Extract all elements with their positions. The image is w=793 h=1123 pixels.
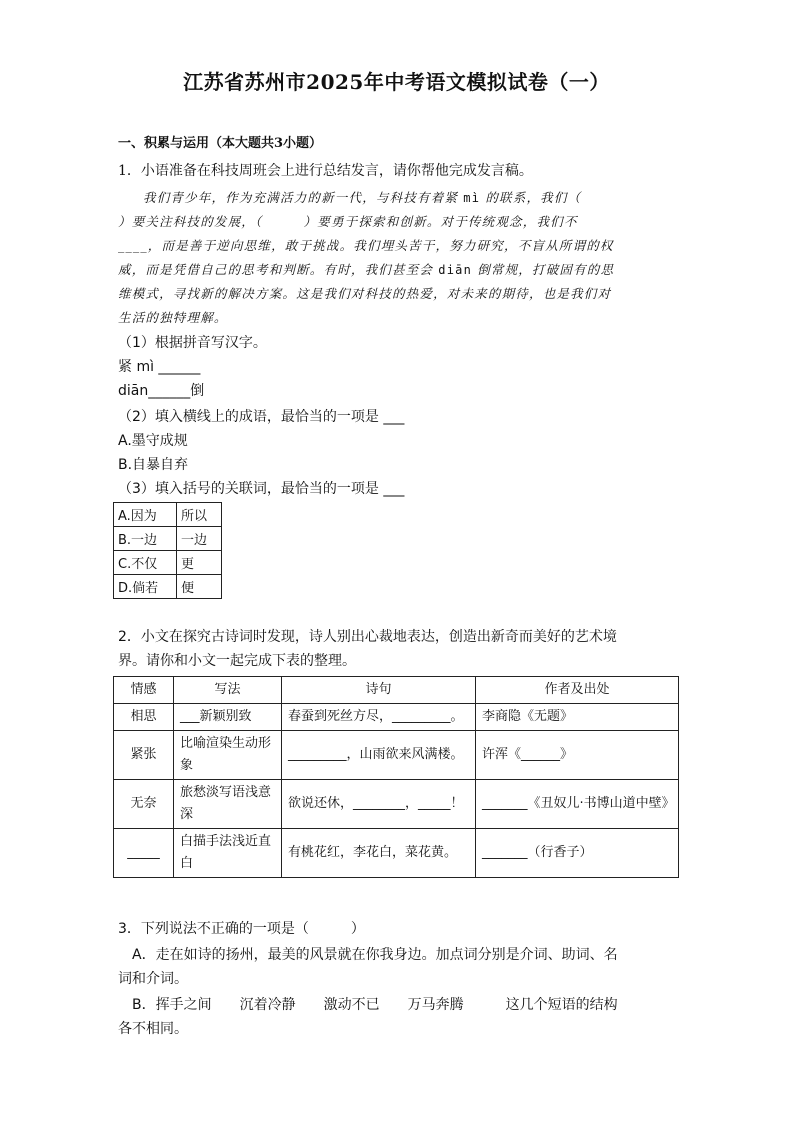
option-cell[interactable]: 所以 [177,503,222,527]
emotion-cell[interactable]: _____ [114,829,174,878]
table-row [114,780,679,829]
technique-cell: 旅愁淡写语浅意深 [174,780,282,829]
table-row[interactable] [114,503,222,527]
section-heading: 一、积累与运用（本大题共3小题） [118,136,323,151]
table-row[interactable] [114,527,222,551]
column-header: 写法 [174,677,282,704]
table-row [114,731,679,780]
source-cell[interactable]: 许浑《______》 [476,731,679,780]
table-header-row [114,677,679,704]
q1-sub2-option-b[interactable]: B.自暴自弃 [118,457,189,473]
option-cell[interactable]: C.不仅 [114,551,177,575]
q3-option-b-line1[interactable]: B．挥手之间 沉着冷静 激动不已 万马奔腾 这几个短语的结构 [132,997,618,1013]
passage-line: 生活的独特理解。 [118,310,228,325]
column-header: 作者及出处 [476,677,679,704]
page-title: 江苏省苏州市2025年中考语文模拟试卷（一） [183,70,610,94]
column-header: 情感 [114,677,174,704]
q1-sub1-answer-b[interactable]: diān______倒 [118,383,205,399]
emotion-cell: 无奈 [114,780,174,829]
pinyin-mi: mì [463,191,481,205]
technique-cell: 比喻渲染生动形象 [174,731,282,780]
q1-sub3-options-table [113,502,222,599]
q1-sub2-option-a[interactable]: A.墨守成规 [118,433,188,449]
table-row[interactable] [114,551,222,575]
passage-text: 我们青少年，作为充满活力的新一代，与科技有着紧 [143,190,459,205]
source-cell: 李商隐《无题》 [476,704,679,731]
technique-cell: 白描手法浅近直白 [174,829,282,878]
option-cell[interactable]: 一边 [177,527,222,551]
option-cell[interactable]: 便 [177,575,222,599]
option-cell[interactable]: A.因为 [114,503,177,527]
table-row[interactable] [114,575,222,599]
passage-text: 的联系，我们（ [485,190,582,205]
q3-option-b-line2[interactable]: 各不相同。 [118,1021,188,1037]
column-header: 诗句 [282,677,476,704]
q1-sub3: （3）填入括号的关联词，最恰当的一项是 ___ [118,481,405,497]
option-cell[interactable]: B.一边 [114,527,177,551]
q1-sub1-answer-a[interactable]: 紧 mì ______ [118,359,201,375]
pinyin-dian: diān [438,263,472,277]
q2-stem-line1: 2．小文在探究古诗词时发现，诗人别出心裁地表达，创造出新奇而美好的艺术境 [118,629,617,645]
source-cell[interactable]: _______《丑奴儿·书博山道中壁》 [476,780,679,829]
table-row [114,829,679,878]
verse-cell[interactable]: 欲说还休，________，_____！ [282,780,476,829]
emotion-cell: 相思 [114,704,174,731]
emotion-cell: 紧张 [114,731,174,780]
passage-text: 威，而是凭借自己的思考和判断。有时，我们甚至会 [118,262,434,277]
verse-cell: 有桃花红，李花白，菜花黄。 [282,829,476,878]
q1-sub2: （2）填入横线上的成语，最恰当的一项是 ___ [118,409,405,425]
q1-sub1: （1）根据拼音写汉字。 [118,335,267,351]
passage-line: ）要关注科技的发展，（ ）要勇于探索和创新。对于传统观念，我们不 [118,214,578,229]
passage-line: 维模式，寻找新的解决方案。这是我们对科技的热爱，对未来的期待，也是我们对 [118,286,612,301]
passage-line: ____，而是善于逆向思维，敢于挑战。我们埋头苦干，努力研究，不盲从所谓的权 [118,238,614,253]
q2-poem-table [113,676,679,878]
verse-cell[interactable]: _________，山雨欲来风满楼。 [282,731,476,780]
q1-passage [118,186,678,330]
verse-cell[interactable]: 春蚕到死丝方尽，_________。 [282,704,476,731]
q3-option-a-line1[interactable]: A．走在如诗的扬州，最美的风景就在你我身边。加点词分别是介词、助词、名 [132,947,618,963]
source-cell[interactable]: _______（行香子） [476,829,679,878]
option-cell[interactable]: 更 [177,551,222,575]
passage-text: 倒常规，打破固有的思 [477,262,615,277]
table-row [114,704,679,731]
q2-stem-line2: 界。请你和小文一起完成下表的整理。 [118,653,356,669]
option-cell[interactable]: D.倘若 [114,575,177,599]
q3-stem: 3．下列说法不正确的一项是（ ） [118,921,365,937]
technique-cell[interactable]: ___新颖别致 [174,704,282,731]
q3-option-a-line2[interactable]: 词和介词。 [118,971,188,987]
q1-stem: 1．小语准备在科技周班会上进行总结发言，请你帮他完成发言稿。 [118,163,533,179]
